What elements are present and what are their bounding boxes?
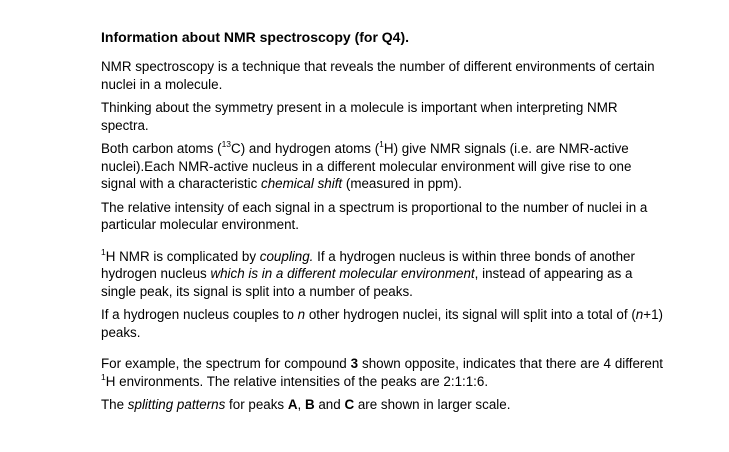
peak-label-b: B	[304, 397, 315, 412]
text: , instead of appearing as a single peak, its signal is split into a number of peaks.	[101, 266, 633, 299]
emphasis: n	[297, 307, 306, 322]
emphasis: chemical shift	[261, 176, 343, 191]
text: If a hydrogen nucleus is within three bonds of another hydrogen nucleus	[101, 248, 635, 281]
text: H NMR is complicated by	[105, 248, 260, 264]
text: (measured in ppm).	[342, 176, 462, 191]
emphasis: which is in a different molecular environment	[210, 266, 475, 281]
text: For example, the spectrum for compound	[101, 356, 351, 371]
paragraph-symmetry: Thinking about the symmetry present in a molecule is important when interpreting NMR spectra.	[101, 100, 618, 133]
text: ,	[297, 397, 305, 412]
text: H environments. The relative intensities of the peaks are 2:1:1:6.	[105, 373, 489, 389]
emphasis: n	[635, 307, 644, 322]
paragraph-coupling	[101, 248, 663, 301]
paragraph-active-nuclei	[101, 140, 663, 193]
text: shown opposite, indicates that there are 4 different	[358, 356, 663, 371]
emphasis: splitting patterns	[127, 397, 226, 412]
superscript: 1	[379, 139, 384, 149]
text: H) give NMR signals (i.e. are NMR-active nuclei).Each NMR-active nucleus in a different molecular environment will give rise to one signal with a characteristic	[101, 141, 632, 191]
document	[101, 28, 663, 420]
paragraph-n-plus-one-rule	[101, 306, 663, 341]
paragraph-splitting	[101, 396, 663, 414]
text: for peaks	[225, 397, 288, 412]
superscript: 1	[101, 371, 106, 382]
text: If a hydrogen nucleus couples to	[101, 307, 298, 322]
text: +1) peaks.	[101, 307, 663, 340]
text: other hydrogen nuclei, its signal will split into a total of (	[305, 307, 636, 322]
text: Both carbon atoms (	[101, 141, 222, 156]
paragraph-example	[101, 355, 663, 390]
peak-label-c: C	[344, 397, 355, 412]
page-title: Information about NMR spectroscopy (for Q4).	[101, 29, 410, 45]
superscript: 1	[101, 246, 106, 257]
bold: 3	[350, 356, 359, 371]
text: The	[101, 397, 128, 412]
paragraph-intensity: The relative intensity of each signal in a spectrum is proportional to the number of nuclei in a particular molecular environment.	[101, 199, 648, 232]
superscript: 13	[221, 139, 232, 149]
emphasis: coupling.	[259, 248, 314, 264]
peak-label-a: A	[287, 397, 298, 412]
text: and	[314, 397, 345, 412]
paragraph-intro: NMR spectroscopy is a technique that reveals the number of different environments of certain nuclei in a molecule.	[101, 59, 655, 92]
text: are shown in larger scale.	[354, 397, 511, 412]
text: C) and hydrogen atoms (	[231, 141, 380, 156]
